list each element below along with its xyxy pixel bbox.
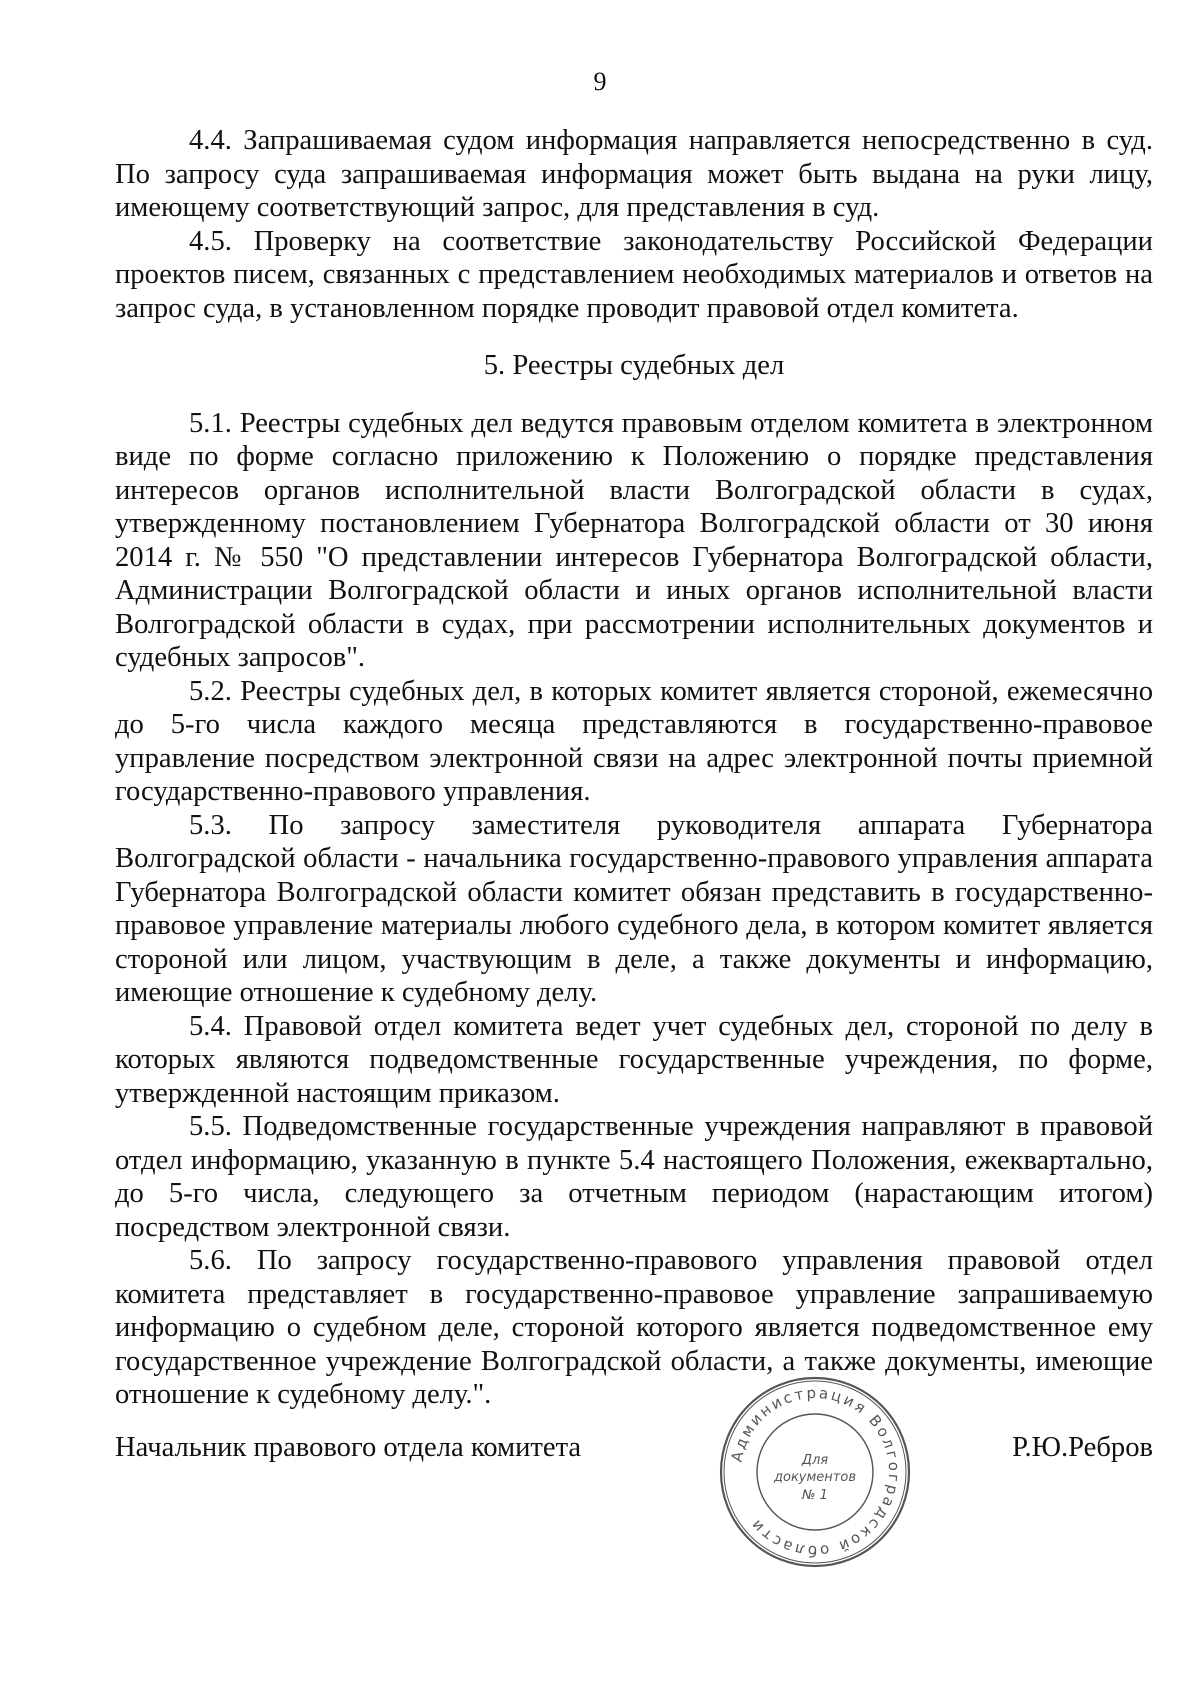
signatory-title: Начальник правового отдела комитета — [115, 1432, 582, 1463]
paragraph-5-1: 5.1. Реестры судебных дел ведутся правовым отделом комитета в электронном виде по форме согласно приложению к Положению о порядке представления интересов органов исполнительной власти Волгоградской области в судах, утвержденному постановлением Губернатора Волгоградской области от 30 июня 2014 г. № 550 "О представлении интересов Губернатора Волгоградской области, Администрации Волгоградской области и иных органов исполнительной власти Волгоградской области в судах, при рассмотрении исполнительных документов и судебных запросов". — [115, 407, 1153, 673]
document-body — [115, 124, 1153, 1412]
paragraph-5-5: 5.5. Подведомственные государственные учреждения направляют в правовой отдел информацию, указанную в пункте 5.4 настоящего Положения, ежеквартально, до 5-го числа, следующего за отчетным периодом (нарастающим итогом) посредством электронной связи. — [115, 1111, 1153, 1243]
page-number: 9 — [593, 67, 607, 96]
stamp-number: № 1 — [802, 1488, 828, 1503]
stamp-outer-text: Администрация Волгоградской области — [727, 1383, 904, 1561]
stamp-inner-line-2: документов — [774, 1470, 856, 1485]
section-heading: 5. Реестры судебных дел — [483, 350, 785, 381]
signatory-name: Р.Ю.Ребров — [1012, 1432, 1153, 1463]
paragraph-5-3: 5.3. По запросу заместителя руководителя аппарата Губернатора Волгоградской области - начальника государственно-правового управления аппарата Губернатора Волгоградской области комитет обязан представить в государственно-правовое управление материалы любого судебного дела, в котором комитет является стороной или лицом, участвующим в деле, а также документы и информацию, имеющие отношение к судебному делу. — [115, 809, 1153, 1008]
paragraph-4-5: 4.5. Проверку на соответствие законодательству Российской Федерации проектов писем, связанных с представлением необходимых материалов и ответов на запрос суда, в установленном порядке проводит правовой отдел комитета. — [115, 225, 1153, 324]
paragraph-5-4: 5.4. Правовой отдел комитета ведет учет судебных дел, стороной по делу в которых являются подведомственные государственные учреждения, по форме, утвержденной настоящим приказом. — [115, 1010, 1153, 1109]
paragraph-4-4: 4.4. Запрашиваемая судом информация направляется непосредственно в суд. По запросу суда запрашиваемая информация может быть выдана на руки лицу, имеющему соответствующий запрос, для представления в суд. — [115, 125, 1153, 223]
stamp-inner-line-1: Для — [801, 1453, 829, 1468]
stamp-seal-icon — [715, 1372, 915, 1572]
paragraph-5-2: 5.2. Реестры судебных дел, в которых комитет является стороной, ежемесячно до 5-го числа каждого месяца представляются в государственно-правовое управление посредством электронной связи на адрес электронной почты приемной государственно-правового управления. — [115, 675, 1153, 807]
paragraph-5-6: 5.6. По запросу государственно-правового управления правовой отдел комитета представляет в государственно-правовое управление запрашиваемую информацию о судебном деле, стороной которого является подведомственное ему государственное учреждение Волгоградской области, а также документы, имеющие отношение к судебному делу.". — [115, 1245, 1153, 1410]
official-stamp — [715, 1372, 915, 1572]
